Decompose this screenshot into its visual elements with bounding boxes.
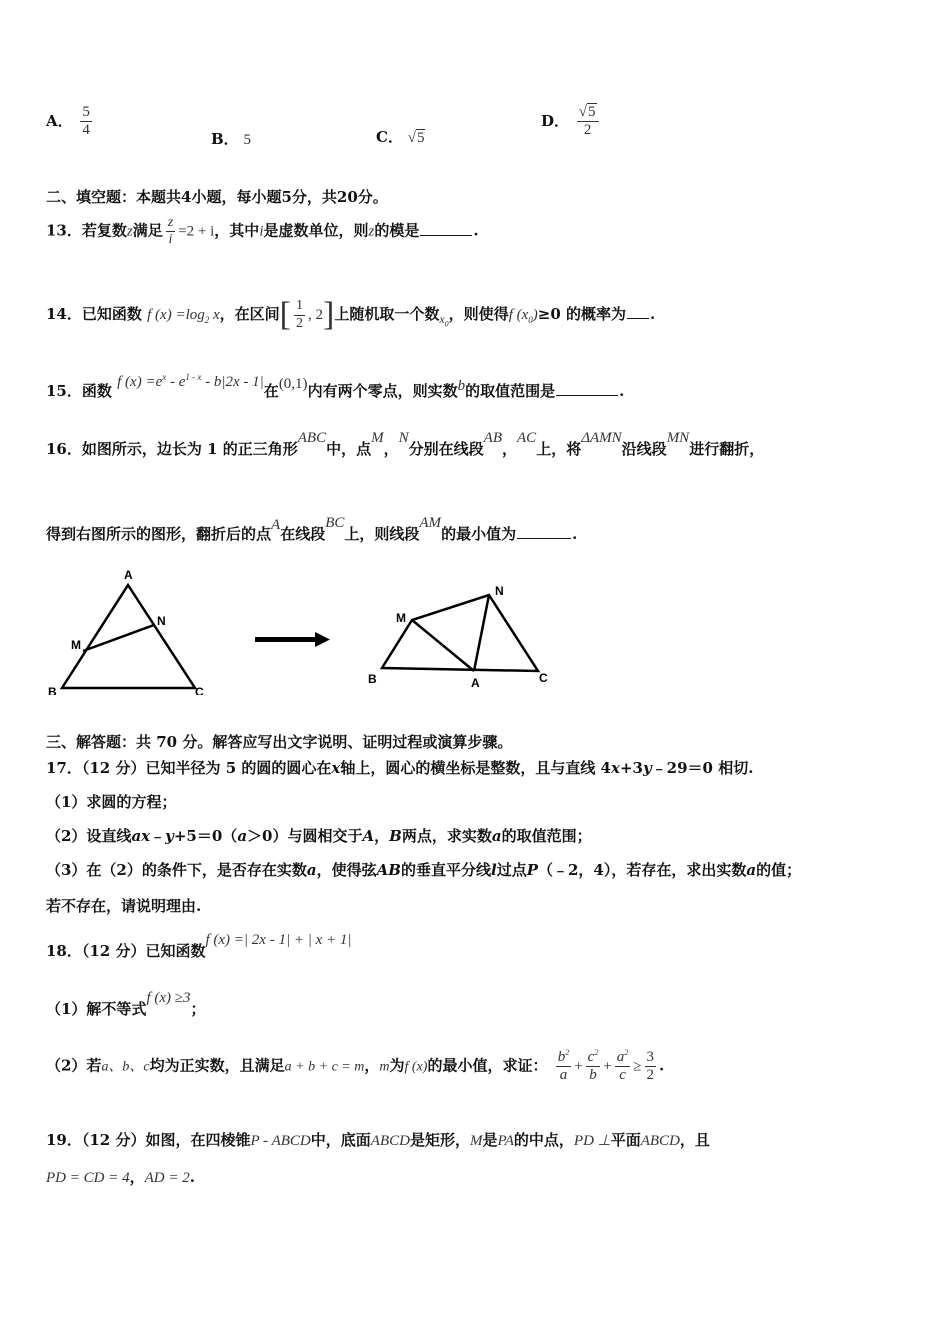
question-17-part2: （2）设直线ax﹣y+5＝0（a＞0）与圆相交于A，B两点，求实数a的取值范围； (46, 827, 592, 845)
right-arrow-icon (255, 632, 330, 647)
question-15: 15．函数 f $(x) =e^x - e^{1 - x} - b|2x - 1|$在(0,1)内有两个零点，则实数b的取值范围是 . (46, 372, 625, 400)
label-right-m: M (396, 611, 406, 625)
question-17-part1: （1）求圆的方程； (46, 793, 177, 811)
answer-blank (556, 394, 618, 396)
option-a: A． $\frac{5}{4}$ (46, 104, 90, 139)
answer-blank (627, 317, 649, 319)
triangle-fold-figure (40, 565, 560, 695)
right-segment-na (474, 595, 489, 671)
section2-heading: 二、填空题：本题共4小题，每小题5分，共20分。 (46, 188, 388, 206)
label-left-b: B (48, 685, 57, 695)
label-left-m: M (71, 638, 81, 652)
section3-heading: 三、解答题：共 70 分。解答应写出文字说明、证明过程或演算步骤。 (46, 733, 513, 751)
question-14: 14．已知函数 f $(x) =\log_2$ x，在区间[ $\frac{1}{2}$ , 2]上随机取一个数$_{x_0}$，则使得f $(x_0)\ge 0$ 的概率为 . (46, 296, 656, 333)
option-b: B． 5 (211, 130, 251, 148)
question-16: 16．如图所示，边长为 1 的正三角形ABC中，点M，N分别在线段AB，AC上，将ΔAMN沿线段MN进行翻折， (46, 430, 765, 458)
question-16-line2: 得到右图所示的图形，翻折后的点A在线段BC上，则线段AM的最小值为 . (46, 515, 578, 543)
option-c: C． √5 (376, 128, 425, 146)
option-d: D． $\frac{√5}{2}$ (541, 104, 602, 140)
question-18: 18．（12 分）已知函数f (x) =| 2x - 1| + | x + 1| (46, 932, 352, 960)
question-19: 19．（12 分）如图，在四棱锥P - ABCD中，底面ABCD是矩形，M是PA的中点，PD ⊥平面ABCD，且 (46, 1131, 710, 1149)
label-left-n: N (157, 614, 166, 628)
question-18-part2: （2）若a、b、c均为正实数，且满足a + b + c = m，m为f (x)的最小值，求证： $\frac{b^2}{a}$ + $\frac{c^2}{b}$ + $\frac{a^2}{c}$ ≥ $\frac{3}{2}$ . (46, 1048, 665, 1084)
question-18-part1: （1）解不等式f (x) ≥3； (46, 990, 206, 1018)
label-right-n: N (495, 584, 504, 598)
question-17: 17．（12 分）已知半径为 5 的圆的圆心在x轴上，圆心的横坐标是整数，且与直线 4x+3y﹣29＝0 相切. (46, 759, 754, 777)
question-13: 13．若复数z满足 $\frac{z}{i}$ =2 + i，其中i是虚数单位，则z的模是 . (46, 215, 479, 248)
answer-blank (420, 234, 472, 236)
answer-blank (517, 537, 571, 539)
label-right-c: C (539, 671, 548, 685)
label-left-c: C (195, 685, 204, 695)
label-right-b: B (368, 672, 377, 686)
question-17-part3: （3）在（2）的条件下，是否存在实数a，使得弦AB的垂直平分线l过点P（﹣2，4），若存在，求出实数a的值； (46, 861, 802, 879)
question-19-line2: PD = CD = 4，AD = 2. (46, 1168, 195, 1186)
question-17-part3-line2: 若不存在，请说明理由. (46, 897, 202, 915)
right-segment-ma (412, 620, 474, 671)
left-triangle (62, 585, 195, 688)
label-right-a: A (471, 676, 480, 690)
label-left-a: A (124, 568, 133, 582)
